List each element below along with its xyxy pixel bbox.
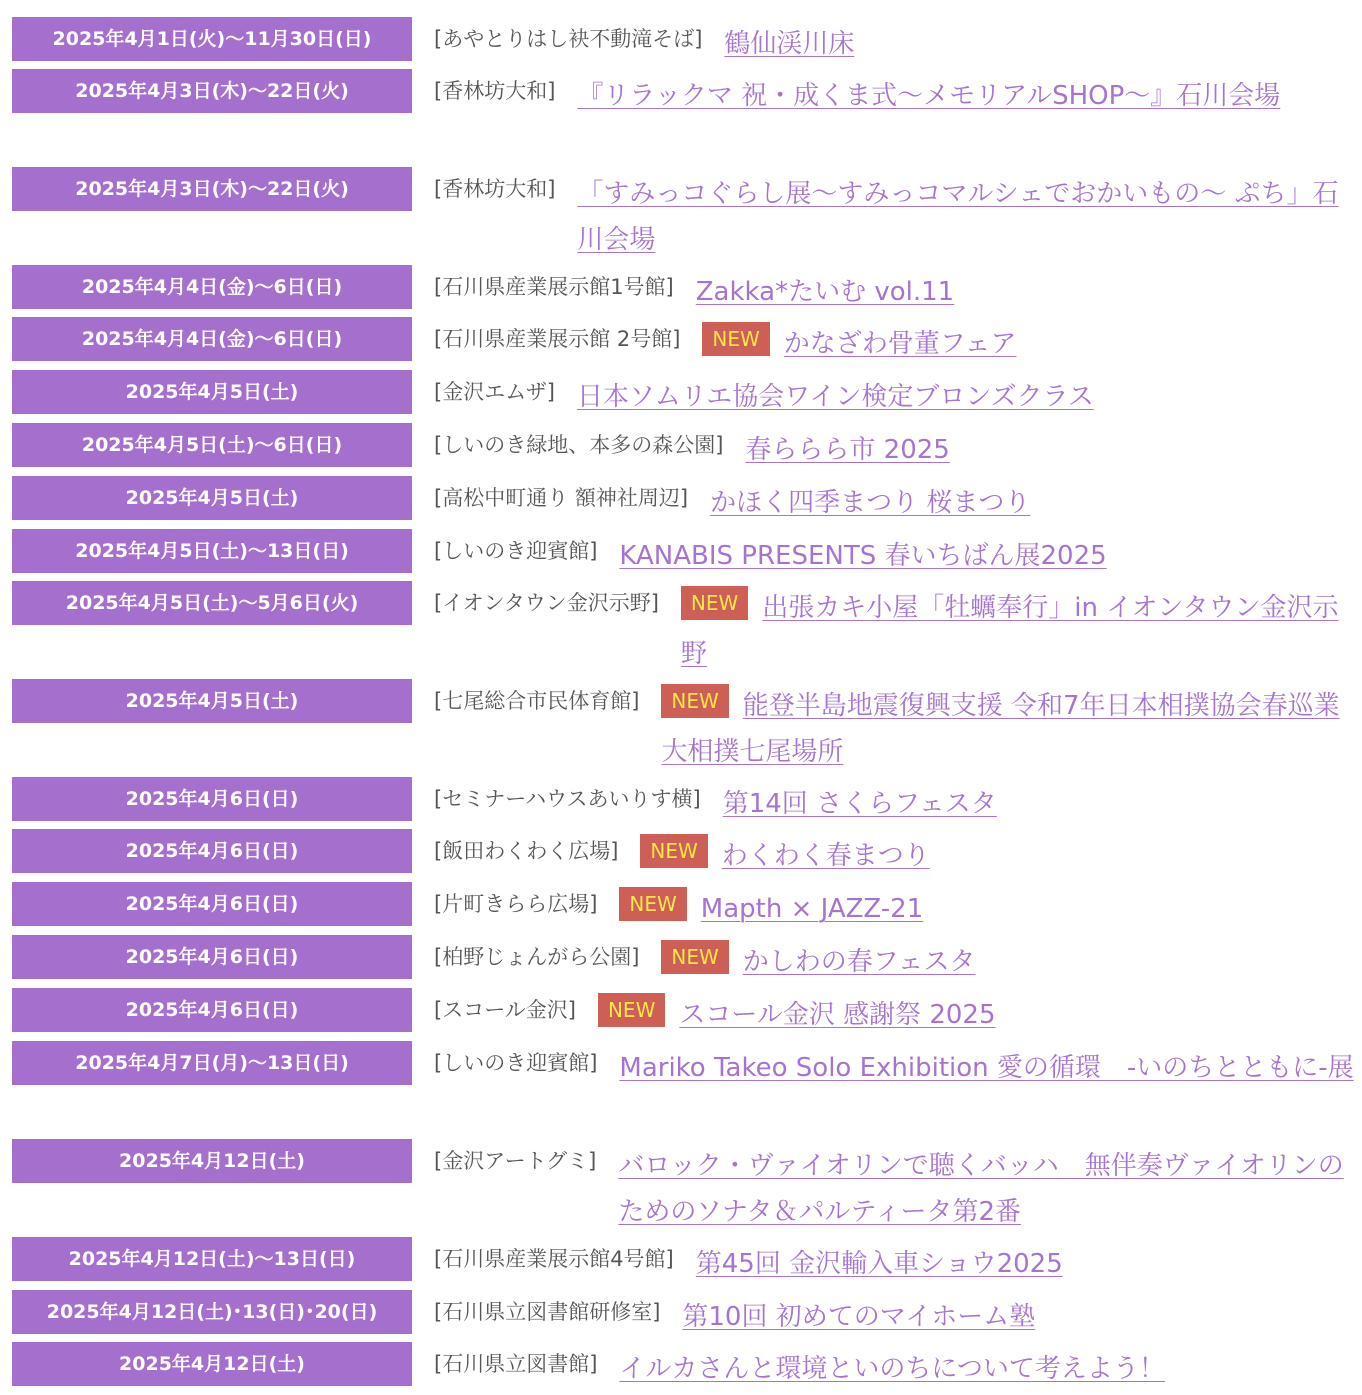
event-venue: [しいのき緑地、本多の森公園]: [434, 433, 724, 457]
event-title-link[interactable]: 「すみっコぐらし展～すみっコマルシェでおかいもの～ ぷち」石川会場: [577, 179, 1339, 255]
event-title-group: [618, 1143, 1362, 1235]
event-title-link[interactable]: かほく四季まつり 桜まつり: [710, 488, 1031, 518]
event-details: [434, 1139, 1362, 1235]
event-details: [434, 988, 1362, 1038]
event-date-badge: 2025年4月12日(土): [12, 1342, 412, 1386]
event-date-badge: 2025年4月7日(月)～13日(日): [12, 1041, 412, 1085]
event-details: [434, 1342, 1362, 1392]
event-date-badge: 2025年4月6日(日): [12, 988, 412, 1032]
event-details: [434, 423, 1362, 473]
event-venue: [しいのき迎賓館]: [434, 539, 598, 563]
event-title-group: [723, 781, 1362, 827]
event-date-badge: 2025年4月5日(土): [12, 679, 412, 723]
event-title-group: [619, 886, 1362, 932]
event-details: [434, 1041, 1362, 1091]
event-title-link[interactable]: Mariko Takeo Solo Exhibition 愛の循環 -いのちとともに-展: [619, 1053, 1354, 1083]
event-date-badge: 2025年4月5日(土): [12, 476, 412, 520]
event-details: [434, 476, 1362, 526]
event-row: [0, 935, 1362, 988]
event-details: [434, 777, 1362, 827]
event-details: [434, 17, 1362, 67]
event-title-link[interactable]: 『リラックマ 祝・成くま式～メモリアルSHOP～』石川会場: [577, 81, 1281, 111]
event-row: [0, 17, 1362, 69]
event-row: [0, 882, 1362, 935]
event-title-group: [577, 171, 1362, 263]
event-title-group: [577, 73, 1362, 119]
event-venue: [石川県産業展示館1号館]: [434, 275, 674, 299]
event-date-badge: 2025年4月12日(土): [12, 1139, 412, 1183]
event-title-link[interactable]: 第10回 初めてのマイホーム塾: [682, 1302, 1036, 1332]
event-title-link[interactable]: 鶴仙渓川床: [724, 29, 855, 59]
event-details: [434, 69, 1362, 119]
event-title-link[interactable]: わくわく春まつり: [721, 841, 930, 871]
event-title-link[interactable]: KANABIS PRESENTS 春いちばん展2025: [619, 541, 1107, 571]
new-badge: NEW: [661, 940, 728, 974]
event-venue: [金沢アートグミ]: [434, 1149, 597, 1173]
event-details: [434, 529, 1362, 579]
event-venue: [セミナーハウスあいりす横]: [434, 787, 701, 811]
event-title-group: [640, 833, 1362, 879]
event-row: [0, 679, 1362, 777]
event-date-badge: 2025年4月3日(木)～22日(火): [12, 69, 412, 113]
event-venue: [香林坊大和]: [434, 79, 556, 103]
event-venue: [柏野じょんがら公園]: [434, 945, 640, 969]
event-date-badge: 2025年4月5日(土)～5月6日(火): [12, 581, 412, 625]
new-badge: NEW: [598, 993, 665, 1027]
event-title-group: [745, 427, 1362, 473]
event-title-group: [661, 939, 1362, 985]
event-title-group: [682, 1294, 1362, 1340]
event-venue: [石川県立図書館研修室]: [434, 1300, 661, 1324]
event-date-badge: 2025年4月12日(土)～13日(日): [12, 1237, 412, 1281]
event-row: [0, 1237, 1362, 1290]
event-title-group: [696, 1241, 1362, 1287]
event-title-link[interactable]: 第14回 さくらフェスタ: [722, 789, 997, 819]
event-venue: [イオンタウン金沢示野]: [434, 591, 659, 615]
event-venue: [金沢エムザ]: [434, 380, 555, 404]
new-badge: NEW: [619, 887, 686, 921]
event-row: [0, 777, 1362, 829]
event-title-link[interactable]: イルカさんと環境といのちについて考えよう！: [619, 1354, 1165, 1384]
event-details: [434, 265, 1362, 315]
event-venue: [香林坊大和]: [434, 177, 556, 201]
event-title-group: [619, 1045, 1362, 1091]
event-venue: [石川県立図書館]: [434, 1352, 598, 1376]
event-title-link[interactable]: 第45回 金沢輸入車ショウ2025: [695, 1249, 1063, 1279]
event-title-group: [598, 992, 1362, 1038]
event-date-badge: 2025年4月12日(土)･13(日)･20(日): [12, 1290, 412, 1334]
event-details: [434, 581, 1362, 677]
event-row: [0, 265, 1362, 317]
new-badge: NEW: [640, 834, 707, 868]
event-date-badge: 2025年4月5日(土): [12, 370, 412, 414]
event-title-group: [577, 374, 1362, 420]
event-date-badge: 2025年4月6日(日): [12, 935, 412, 979]
event-title-link[interactable]: 日本ソムリエ協会ワイン検定ブロンズクラス: [576, 382, 1094, 412]
event-title-link[interactable]: 能登半島地震復興支援 令和7年日本相撲協会春巡業 大相撲七尾場所: [661, 691, 1340, 767]
new-badge: NEW: [702, 322, 769, 356]
event-title-link[interactable]: 春ららら市 2025: [745, 435, 950, 465]
event-details: [434, 829, 1362, 879]
event-row: [0, 581, 1362, 679]
event-details: [434, 317, 1362, 367]
event-title-link[interactable]: 出張カキ小屋「牡蠣奉行」in イオンタウン金沢示野: [680, 593, 1339, 669]
event-title-group: [710, 480, 1362, 526]
event-title-link[interactable]: Zakka*たいむ vol.11: [695, 277, 955, 307]
event-row: [0, 370, 1362, 423]
event-details: [434, 1237, 1362, 1287]
event-row: [0, 1139, 1362, 1237]
event-date-badge: 2025年4月4日(金)～6日(日): [12, 265, 412, 309]
event-venue: [しいのき迎賓館]: [434, 1051, 598, 1075]
event-title-group: [619, 533, 1362, 579]
event-row: [0, 476, 1362, 529]
event-date-badge: 2025年4月3日(木)～22日(火): [12, 167, 412, 211]
event-venue: [飯田わくわく広場]: [434, 839, 619, 863]
event-row: [0, 1290, 1362, 1342]
event-title-link[interactable]: Mapth × JAZZ-21: [700, 894, 924, 924]
event-date-badge: 2025年4月5日(土)～6日(日): [12, 423, 412, 467]
event-date-badge: 2025年4月5日(土)～13日(日): [12, 529, 412, 573]
event-title-link[interactable]: かなざわ骨董フェア: [783, 329, 1017, 359]
event-title-link[interactable]: スコール金沢 感謝祭 2025: [679, 1000, 996, 1030]
event-title-group: [619, 1346, 1362, 1392]
event-details: [434, 935, 1362, 985]
event-row: [0, 1041, 1362, 1139]
new-badge: NEW: [661, 684, 728, 718]
event-row: [0, 423, 1362, 476]
event-date-badge: 2025年4月6日(日): [12, 829, 412, 873]
event-row: [0, 167, 1362, 265]
event-title-group: [724, 21, 1362, 67]
event-venue: [片町きらら広場]: [434, 892, 598, 916]
event-date-badge: 2025年4月6日(日): [12, 777, 412, 821]
event-details: [434, 167, 1362, 263]
event-title-group: [702, 321, 1362, 367]
event-details: [434, 1290, 1362, 1340]
event-row: [0, 988, 1362, 1041]
event-title-link[interactable]: バロック・ヴァイオリンで聴くバッハ 無伴奏ヴァイオリンのためのソナタ＆パルティータ第2番: [618, 1151, 1344, 1227]
event-date-badge: 2025年4月1日(火)～11月30日(日): [12, 17, 412, 61]
event-venue: [七尾総合市民体育館]: [434, 689, 640, 713]
event-title-group: [681, 585, 1362, 677]
event-title-link[interactable]: かしわの春フェスタ: [742, 947, 976, 977]
event-row: [0, 529, 1362, 581]
event-row: [0, 1342, 1362, 1395]
event-date-badge: 2025年4月6日(日): [12, 882, 412, 926]
event-venue: [あやとりはし袂不動滝そば]: [434, 27, 703, 51]
event-venue: [石川県産業展示館 2号館]: [434, 327, 681, 351]
event-row: [0, 317, 1362, 370]
event-date-badge: 2025年4月4日(金)～6日(日): [12, 317, 412, 361]
event-details: [434, 370, 1362, 420]
event-venue: [高松中町通り 額神社周辺]: [434, 486, 689, 510]
event-title-group: [661, 683, 1362, 775]
event-venue: [スコール金沢]: [434, 998, 576, 1022]
event-venue: [石川県産業展示館4号館]: [434, 1247, 674, 1271]
event-row: [0, 69, 1362, 167]
event-details: [434, 679, 1362, 775]
event-row: [0, 829, 1362, 882]
new-badge: NEW: [681, 586, 748, 620]
event-details: [434, 882, 1362, 932]
event-title-group: [696, 269, 1362, 315]
